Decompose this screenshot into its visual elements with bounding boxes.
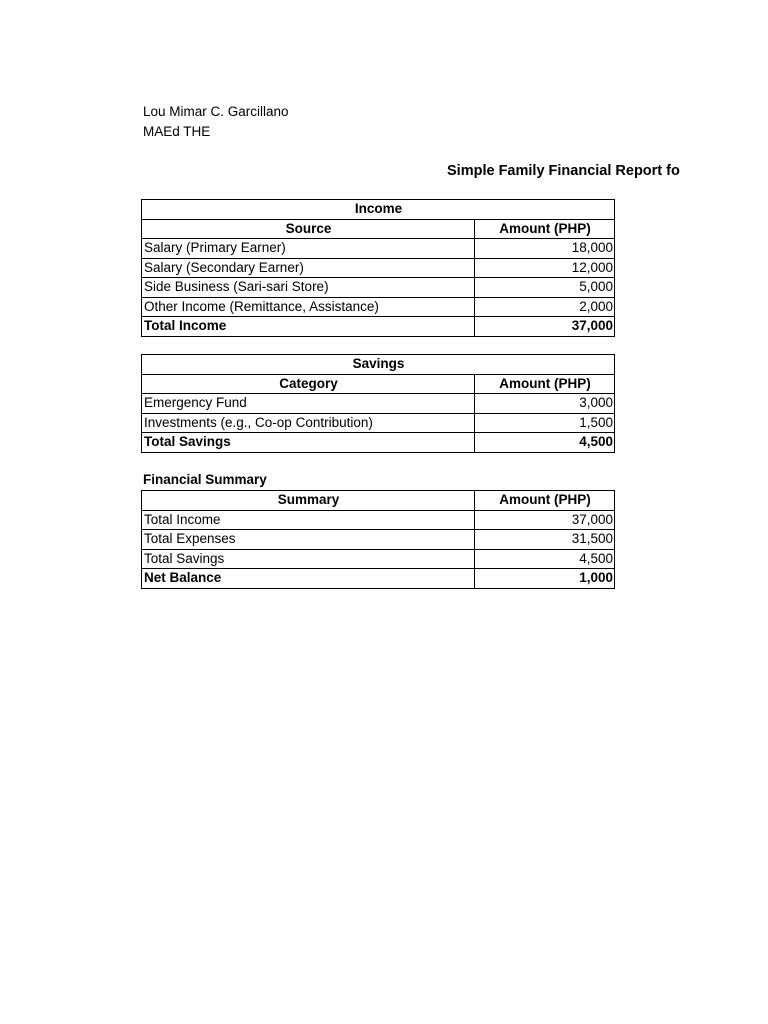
savings-title-row — [142, 355, 615, 375]
summary-row-label: Total Income — [142, 510, 475, 530]
summary-row-label: Total Savings — [142, 549, 475, 569]
savings-row-amount: 1,500 — [475, 413, 615, 433]
table-row — [142, 278, 615, 298]
summary-col-amount: Amount (PHP) — [475, 491, 615, 511]
summary-col-summary: Summary — [142, 491, 475, 511]
table-row — [142, 297, 615, 317]
income-row-amount: 2,000 — [475, 297, 615, 317]
report-title: Simple Family Financial Report fo — [447, 163, 680, 179]
summary-row-amount: 37,000 — [475, 510, 615, 530]
summary-net-row — [142, 569, 615, 589]
table-row — [142, 258, 615, 278]
savings-row-amount: 3,000 — [475, 394, 615, 414]
summary-header-row — [142, 491, 615, 511]
income-row-amount: 5,000 — [475, 278, 615, 298]
income-title: Income — [142, 200, 615, 220]
table-row — [142, 530, 615, 550]
summary-table — [141, 490, 615, 589]
income-row-amount: 12,000 — [475, 258, 615, 278]
income-total-label: Total Income — [142, 317, 475, 337]
savings-col-category: Category — [142, 374, 475, 394]
income-row-label: Salary (Secondary Earner) — [142, 258, 475, 278]
summary-row-amount: 4,500 — [475, 549, 615, 569]
summary-row-amount: 31,500 — [475, 530, 615, 550]
income-col-source: Source — [142, 219, 475, 239]
financial-summary-title: Financial Summary — [143, 472, 267, 487]
savings-col-amount: Amount (PHP) — [475, 374, 615, 394]
income-col-amount: Amount (PHP) — [475, 219, 615, 239]
author-name: Lou Mimar C. Garcillano — [143, 104, 289, 119]
income-total-row — [142, 317, 615, 337]
table-row — [142, 510, 615, 530]
income-title-row — [142, 200, 615, 220]
table-row — [142, 239, 615, 259]
net-balance-amount: 1,000 — [475, 569, 615, 589]
savings-row-label: Emergency Fund — [142, 394, 475, 414]
income-row-label: Other Income (Remittance, Assistance) — [142, 297, 475, 317]
savings-total-amount: 4,500 — [475, 433, 615, 453]
income-row-label: Salary (Primary Earner) — [142, 239, 475, 259]
savings-title: Savings — [142, 355, 615, 375]
summary-row-label: Total Expenses — [142, 530, 475, 550]
author-program: MAEd THE — [143, 124, 211, 139]
table-row — [142, 394, 615, 414]
savings-total-row — [142, 433, 615, 453]
income-row-label: Side Business (Sari-sari Store) — [142, 278, 475, 298]
savings-total-label: Total Savings — [142, 433, 475, 453]
savings-table — [141, 354, 615, 453]
net-balance-label: Net Balance — [142, 569, 475, 589]
savings-header-row — [142, 374, 615, 394]
table-row — [142, 413, 615, 433]
income-total-amount: 37,000 — [475, 317, 615, 337]
income-row-amount: 18,000 — [475, 239, 615, 259]
table-row — [142, 549, 615, 569]
savings-row-label: Investments (e.g., Co-op Contribution) — [142, 413, 475, 433]
income-table — [141, 199, 615, 337]
income-header-row — [142, 219, 615, 239]
